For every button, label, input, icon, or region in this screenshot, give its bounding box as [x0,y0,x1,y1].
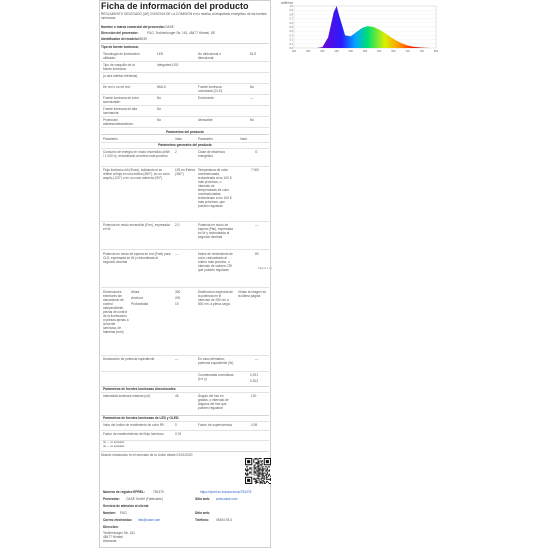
divider [101,166,269,167]
x-tick-label: 800 [433,50,439,53]
y-tick-label: 0.4 [289,30,293,34]
website-link[interactable]: www.oase.com [216,497,238,501]
divider [101,440,269,441]
y-tick-label: 1.0 [289,5,293,8]
peak-intensity-label: Intensidad luminosa máxima (cd) [103,394,150,398]
regulation-text: REGLAMENTO DELEGADO (UE) 2019/2015 DE LA COMISIÓN en lo relativo al etiquetado energético de las fuentes luminosas [101,12,267,20]
type-row-value: Integrated LED [157,63,179,67]
depth-label: Profundidad [131,302,149,306]
r9-value: 0 [175,423,177,427]
type-row-label: (u otra interfaz eléctrica) [103,74,138,78]
networked-standby-value: — [175,252,179,256]
type-row-value: No [157,118,162,122]
type-row-label: Tipo de casquillo de la fuente luminosa: [103,63,135,71]
address2-label: Dirección: [103,525,119,529]
address-value: P&G, Tecklenburger Str. 161, 48477 Hörstel, DE [147,31,216,35]
spectral-distribution-label: Distribución espectral de la potencia en el intervalo de 250 nm a 800 nm, a plena carga [198,290,233,306]
chromaticity-y: 0,303 [250,379,258,383]
lumen-maintenance-value: 0,76 [175,432,182,436]
eprel-value: 754375 [153,490,164,494]
lamp-type-header: Tipo de fuente luminosa: [101,45,139,49]
efficiency-class-value: G [255,150,258,154]
address-label: Dirección del proveedor: [101,31,139,35]
dimensions-label: Dimensiones exteriores sin mecanismo de control independiente, piezas de control de la iluminación ni piezas ajenas a la fuente luminosa, de haberlas (mm) [103,290,129,334]
width-label: Anchura [131,296,143,300]
type-row-value-2: No [250,118,255,122]
phone-value: 05454 93-0 [216,518,233,522]
type-row-label-2: Envolvente: [198,96,215,100]
site-label: Sitio web: [195,511,211,515]
survival-factor-value: 0,95 [251,423,258,427]
luminous-flux-label: Flujo luminoso útil (Φuse), indicando si se refiere al flujo en una esfera (360°), en un cono amplio (120°) o en un cono estrecho (90°) [103,168,170,180]
type-row-label-2: No direccional o direccional: [198,52,221,60]
model-value: 55039 [138,37,147,41]
qr-code[interactable] [245,458,271,484]
x-tick-label: 300 [291,50,297,53]
divider [101,249,269,250]
divider [101,72,269,73]
chromaticity-label: Coordenadas cromáticas (x e y) [198,373,234,381]
supplier-value: OASE [165,25,174,29]
email-label: Correo electrónico: [103,518,133,522]
on-mode-power-label: Potencia en modo encendido (Pon), expresada en W [103,223,170,231]
beam-angle-value: 120 [251,394,257,398]
website-label: Sitio web: [195,497,211,501]
y-tick-label: 0.3 [289,34,293,38]
market-date-note: Modelo introducido en el mercado de la Unión desde 01/01/2020 [101,453,193,457]
equivalent-power-w-value: — [255,357,259,361]
cri-value: 80 [255,252,259,256]
y-tick-label: 0.0 [289,47,293,50]
y-tick-label: 0.8 [289,13,293,17]
x-tick-label: 400 [320,50,325,53]
eprel-label: Número de registro EPREL: [103,490,145,494]
lumen-maintenance-label: Factor de mantenimiento del flujo luminoso [103,432,164,436]
spectral-chart [280,0,440,60]
x-tick-label: 500 [348,50,353,53]
on-mode-power-value: 2,0 [175,223,180,227]
led-header: Parámetros de fuentes luminosas de LED y OLED: [103,416,180,420]
peak-intensity-value: 45 [175,394,179,398]
divider [101,83,269,84]
height-label: Altura [131,290,140,294]
type-row-label-2: Atenuable: [198,118,214,122]
divider [101,105,269,106]
y-tick-label: 0.9 [289,9,293,13]
type-row-label: De red o no de red: [103,85,131,89]
divider [101,451,269,452]
divider [101,430,269,431]
spectral-distribution-value: Véase la imagen en la última página [238,290,267,298]
equivalent-power-value: — [175,357,179,361]
beam-angle-label: Ángulo del haz en grados, o intervalo de ángulos del haz que pueden regularse [198,394,229,410]
color-temperature-label: Temperatura de color correlacionada, redondeada a los 100 K más próximos, o intervalo de temperaturas de color correlacionadas, redondeado a los 100 K más próximos, que pueden regularse [198,168,232,208]
type-row-value: NMLS [157,85,166,89]
model-label: Identificador del modelo: [101,37,139,41]
y-tick-label: 0.6 [289,21,293,25]
footnote-1: (1) — no aplicable; [103,441,125,444]
col-param-2: Parámetro [198,137,213,141]
cri-label: Índice de rendimiento de color, redondeado al entero más próximo, o intervalo de valores CRI que pueden regularse [198,252,233,272]
energy-consumption-label: Consumo de energía en modo encendido (kWh / 1 000 h), redondeado al entero más próximo [103,150,170,158]
type-row-value: No [157,107,162,111]
customer-service-header: Servicio de atención al cliente [103,504,149,508]
type-row-label: Tecnología de iluminación utilizada: [103,52,140,60]
divider [101,43,269,44]
divider [101,148,269,149]
footnote-2: (2) — no aplicable; [103,445,125,448]
divider [101,61,269,62]
type-row-label: Fuente luminosa de color sintonizable: [103,96,139,104]
provider-label: Proveedor: [103,497,120,501]
standby-power-value: — [255,223,259,227]
divider [101,355,269,356]
email-link[interactable]: info@oase.com [138,518,161,522]
divider [101,287,269,288]
page-mark: Página 1 / 1 [258,267,272,270]
y-tick-label: 0.2 [289,38,293,42]
params-header: Parámetros del producto [166,130,204,134]
luminous-flux-value: 193 en Esfera (360°) [175,168,195,176]
type-row-label: Protección antideslumbramiento: [103,118,134,126]
name-label: Nombre: [103,511,117,515]
y-axis-label: mW/nm [281,1,294,5]
address-line-2: 48477 Hörstel [103,535,123,539]
eprel-link[interactable]: https://eprel.ec.europa.eu/qr/754375 [200,490,252,494]
survival-factor-label: Factor de supervivencia [198,423,232,427]
divider [101,116,269,117]
address-line-3: Alemania [103,539,117,543]
address-line-1: Tecklenburger Str. 161 [103,531,135,535]
type-row-value: LED [157,52,164,56]
y-tick-label: 0.1 [289,42,293,46]
standby-power-label: Potencia en modo de espera (Psb), expresada en W y redondeada al segundo decimal [198,223,233,239]
col-value-2: Valor [240,137,248,141]
divider [101,392,269,393]
x-tick-label: 750 [419,50,424,53]
directional-header: Parámetros de fuentes luminosas direccionales: [103,387,177,391]
divider [101,127,269,128]
type-row-label: Fuente luminosa de alta luminancia: [103,107,138,115]
type-row-value: No [157,96,162,100]
color-temperature-value: 7 000 [251,168,259,172]
divider [101,221,269,222]
x-tick-label: 650 [391,50,396,53]
equivalent-power-w-label: En caso afirmativo, potencia equivalente (W) [198,357,234,365]
page-title: Ficha de información del producto [101,1,249,11]
divider [101,371,269,372]
type-row-label-2: Fuente luminosa conectada (CLS): [198,85,223,93]
r9-label: Valor del índice de rendimiento de color R9 [103,423,164,427]
y-tick-label: 0.5 [289,26,293,29]
supplier-label: Nombre o marca comercial del proveedor: [101,25,165,29]
width-value: 200 [175,296,181,300]
efficiency-class-label: Clase de eficiencia energética [198,150,225,158]
type-row-value-2: — [250,96,254,100]
divider [101,94,269,95]
x-tick-label: 350 [306,50,311,53]
provider-value: OASE GmbH (Fabricante) [126,497,164,501]
x-tick-label: 550 [362,50,368,53]
height-value: 300 [175,290,181,294]
col-value-1: Valor [175,137,183,141]
type-row-value-2: DLS [250,52,257,56]
chromaticity-x: 0,291 [250,373,258,377]
general-header: Parámetros generales del producto [158,143,212,147]
divider [101,134,269,135]
depth-value: 15 [175,302,179,306]
x-tick-label: 700 [405,50,410,53]
divider [101,421,269,422]
y-tick-label: 0.7 [289,17,293,21]
phone-label: Teléfono: [195,518,210,522]
energy-consumption-value: 2 [175,150,177,154]
x-tick-label: 450 [334,50,339,53]
col-param-1: Parámetro [103,137,118,141]
name-value: P&G [120,511,127,515]
networked-standby-label: Potencia en modo de espera en red (Pnet) para CLS, expresada en W y redondeada al segundo decimal [103,252,171,264]
type-row-value-2: No [250,85,255,89]
x-tick-label: 600 [377,50,382,53]
equivalent-power-label: Declaración de potencia equivalente [103,357,155,361]
